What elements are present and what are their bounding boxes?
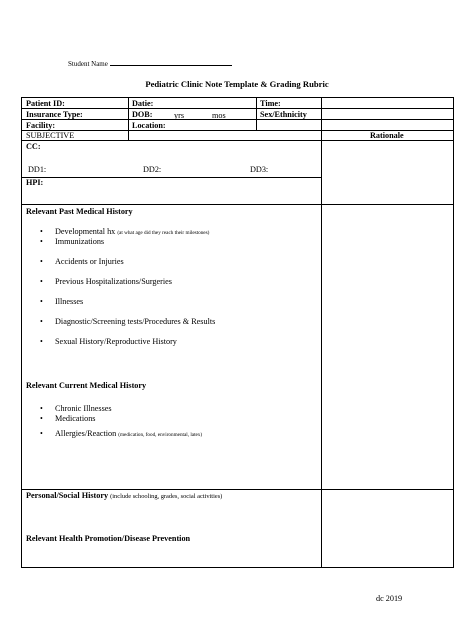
past-history-list	[52, 227, 215, 357]
list-item: • Chronic Illnesses	[52, 404, 202, 414]
list-item: • Diagnostic/Screening tests/Procedures & Results	[52, 317, 215, 337]
list-item: • Sexual History/Reproductive History	[52, 337, 215, 357]
list-item: • Accidents or Injuries	[52, 257, 215, 277]
insurance-type-label: Insurance Type:	[26, 110, 83, 119]
list-item: • Developmental hx (at what age did they reach their milestones)	[52, 227, 215, 237]
row-divider-1	[22, 108, 453, 109]
document-title: Pediatric Clinic Note Template & Grading Rubric	[145, 79, 329, 89]
dd2-label: DD2:	[143, 165, 162, 174]
list-item: • Medications	[52, 414, 202, 429]
hpi-label: HPI:	[26, 178, 44, 187]
list-item: • Illnesses	[52, 297, 215, 317]
row-divider-7	[22, 489, 453, 490]
facility-label: Facility:	[26, 121, 56, 130]
footer-stamp: dc 2019	[376, 594, 403, 603]
dob-label: DOB:	[132, 110, 153, 119]
student-name-field[interactable]	[110, 58, 232, 66]
row-divider-5	[22, 177, 321, 178]
sex-ethnicity-label: Sex/Ethnicity	[260, 110, 307, 119]
student-name-label: Student Name	[68, 60, 108, 68]
time-label: Time:	[260, 99, 281, 108]
past-history-heading: Relevant Past Medical History	[26, 207, 133, 216]
rationale-heading: Rationale	[370, 131, 404, 140]
col-divider-2	[256, 98, 257, 130]
list-item: • Immunizations	[52, 237, 215, 257]
cc-label: CC:	[26, 142, 41, 151]
dd1-label: DD1:	[28, 165, 47, 174]
list-item: • Allergies/Reaction (medication, food, environmental, latex)	[52, 429, 202, 439]
patient-id-label: Patient ID:	[26, 99, 65, 108]
current-history-heading: Relevant Current Medical History	[26, 381, 147, 390]
row-divider-2	[22, 119, 453, 120]
clinic-note-table	[21, 97, 454, 568]
social-history-heading: Personal/Social History (include schooling, grades, social activities)	[26, 491, 223, 500]
subjective-heading: SUBJECTIVE	[26, 131, 75, 140]
location-label: Location:	[132, 121, 166, 130]
dob-yrs-label: yrs	[174, 111, 185, 120]
student-name-line	[68, 58, 232, 69]
dd3-label: DD3:	[250, 165, 269, 174]
row-divider-6	[22, 204, 453, 205]
dob-mos-label: mos	[212, 111, 226, 120]
date-label: Datie:	[132, 99, 154, 108]
col-divider-rationale	[321, 98, 322, 567]
current-history-list	[52, 404, 202, 439]
health-promotion-heading: Relevant Health Promotion/Disease Prevention	[26, 534, 191, 543]
list-item: • Previous Hospitalizations/Surgeries	[52, 277, 215, 297]
